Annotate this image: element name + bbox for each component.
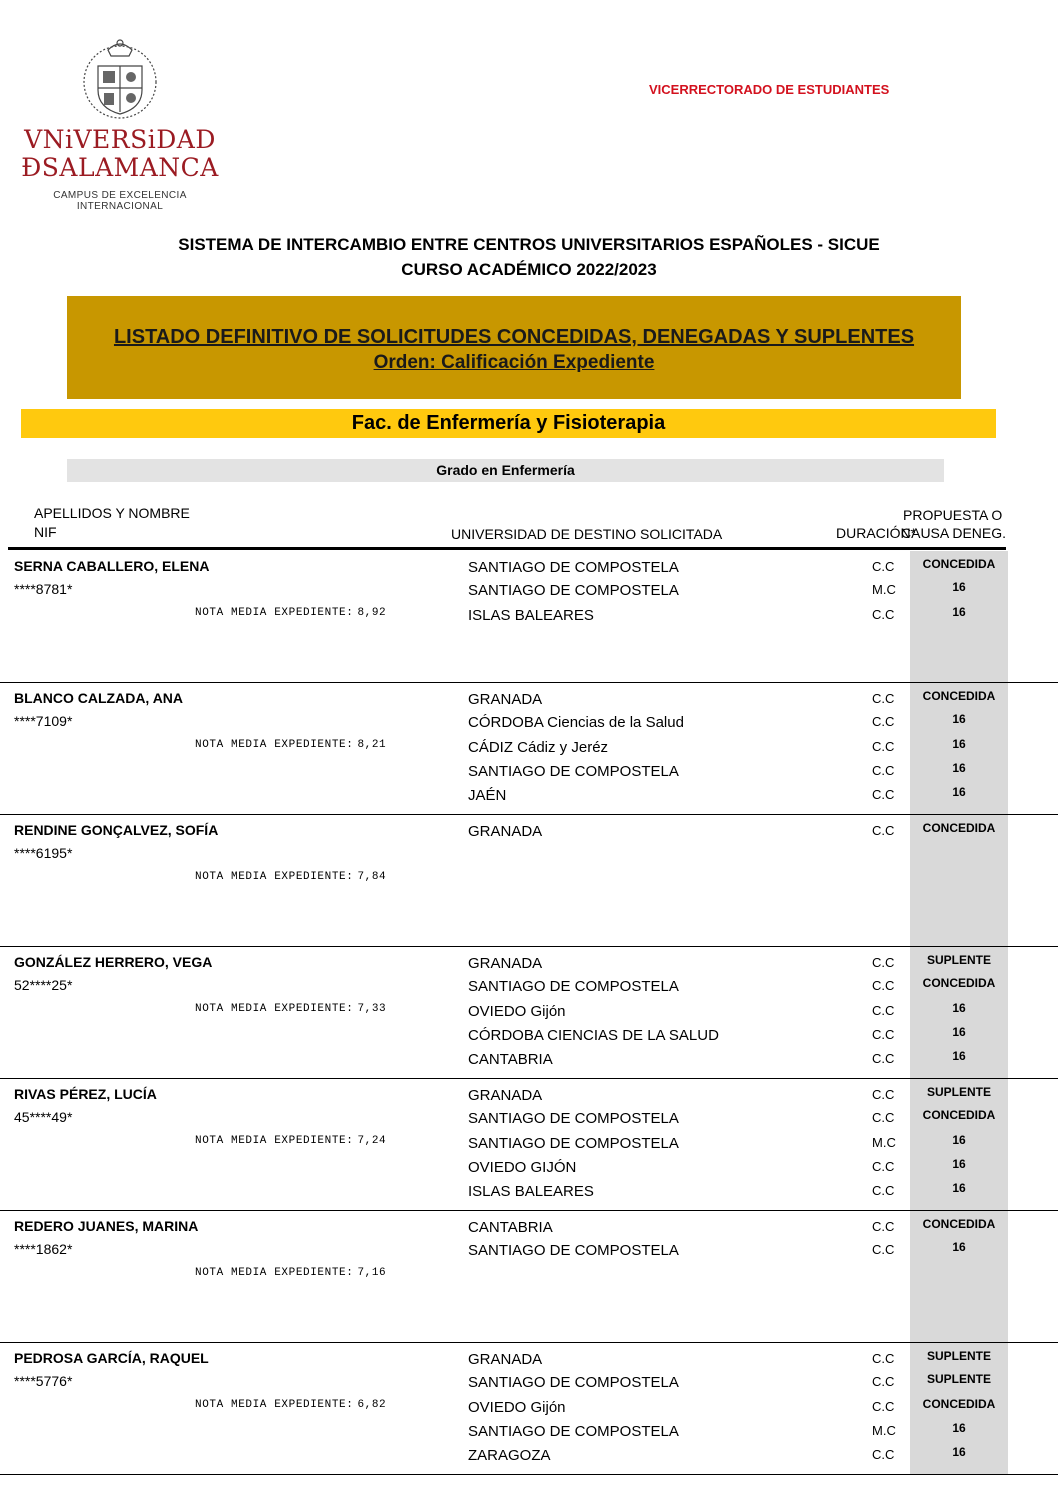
table-top-rule	[8, 547, 1006, 550]
destination-university: SANTIAGO DE COMPOSTELA	[468, 763, 679, 780]
column-header-duration: DURACIÓN*	[836, 525, 917, 541]
applicant-list	[0, 551, 1058, 1475]
listing-order: Orden: Calificación Expediente	[373, 352, 655, 373]
destination-university: OVIEDO GIJÓN	[468, 1159, 577, 1176]
status-badge: CONCEDIDA	[922, 976, 996, 990]
status-badge: 16	[952, 737, 966, 751]
destination-university: GRANADA	[468, 691, 543, 708]
duration-code: C.C	[872, 691, 895, 706]
status-badge: 16	[952, 1240, 966, 1254]
destination-row	[0, 763, 1058, 785]
duration-code: C.C	[872, 1351, 895, 1366]
status-badge: CONCEDIDA	[922, 557, 996, 571]
average-grade-label: NOTA MEDIA EXPEDIENTE:	[195, 1003, 354, 1015]
duration-code: C.C	[872, 1087, 895, 1102]
duration-code: C.C	[872, 1003, 895, 1018]
crest-icon	[70, 36, 170, 124]
logo-wordmark-line2: ÐSALAMANCA	[21, 153, 219, 182]
average-grade-value: 7,84	[357, 871, 387, 883]
duration-code: C.C	[872, 1447, 895, 1462]
destination-row	[0, 1003, 1058, 1025]
duration-code: C.C	[872, 1110, 895, 1125]
status-badge: 16	[952, 605, 966, 619]
destination-university: GRANADA	[468, 955, 543, 972]
applicant-nif: ****5776*	[14, 1373, 73, 1389]
duration-code: C.C	[872, 1219, 895, 1234]
destination-university: ZARAGOZA	[468, 1447, 551, 1464]
average-grade-label: NOTA MEDIA EXPEDIENTE:	[195, 1399, 354, 1411]
destination-university: CÓRDOBA Ciencias de la Salud	[468, 714, 684, 731]
logo-tagline: CAMPUS DE EXCELENCIA INTERNACIONAL	[53, 190, 187, 212]
average-grade	[195, 871, 386, 883]
duration-code: C.C	[872, 763, 895, 778]
applicant-entry	[0, 815, 1058, 947]
average-grade-label: NOTA MEDIA EXPEDIENTE:	[195, 607, 354, 619]
destination-row	[0, 739, 1058, 761]
destination-university: GRANADA	[468, 1351, 543, 1368]
applicant-name: PEDROSA GARCÍA, RAQUEL	[14, 1350, 209, 1366]
destination-row	[0, 714, 1058, 736]
destination-row	[0, 978, 1058, 1000]
applicant-entry	[0, 1211, 1058, 1343]
column-header-name: APELLIDOS Y NOMBRE	[34, 505, 190, 521]
listing-title: LISTADO DEFINITIVO DE SOLICITUDES CONCEDIDAS, DENEGADAS Y SUPLENTES	[113, 326, 915, 348]
destination-university: CÁDIZ Cádiz y Jeréz	[468, 739, 609, 756]
status-badge: 16	[952, 1157, 966, 1171]
applicant-nif: ****7109*	[14, 713, 73, 729]
applicant-nif: ****6195*	[14, 845, 73, 861]
destination-row	[0, 1351, 1058, 1373]
average-grade-label: NOTA MEDIA EXPEDIENTE:	[195, 871, 354, 883]
duration-code: C.C	[872, 559, 895, 574]
listing-banner	[67, 296, 961, 399]
applicant-name: RIVAS PÉREZ, LUCÍA	[14, 1086, 157, 1102]
duration-code: C.C	[872, 978, 895, 993]
destination-university: OVIEDO Gijón	[468, 1399, 566, 1416]
status-badge: 16	[952, 1133, 966, 1147]
destination-university: ISLAS BALEARES	[468, 607, 594, 624]
duration-code: C.C	[872, 1051, 895, 1066]
applicant-entry	[0, 683, 1058, 815]
applicant-nif: ****8781*	[14, 581, 73, 597]
duration-code: C.C	[872, 1242, 895, 1257]
destination-row	[0, 1447, 1058, 1469]
duration-code: M.C	[872, 582, 896, 597]
destination-university: CANTABRIA	[468, 1051, 553, 1068]
duration-code: C.C	[872, 823, 895, 838]
status-badge: 16	[952, 1181, 966, 1195]
destination-university: SANTIAGO DE COMPOSTELA	[468, 978, 679, 995]
average-grade-value: 7,24	[357, 1135, 387, 1147]
status-badge: SUPLENTE	[926, 1349, 991, 1363]
applicant-name: REDERO JUANES, MARINA	[14, 1218, 199, 1234]
average-grade-label: NOTA MEDIA EXPEDIENTE:	[195, 739, 354, 751]
destination-university: SANTIAGO DE COMPOSTELA	[468, 582, 679, 599]
destination-university: GRANADA	[468, 823, 543, 840]
status-badge: SUPLENTE	[926, 1372, 991, 1386]
applicant-nif: ****1862*	[14, 1241, 73, 1257]
average-grade-label: NOTA MEDIA EXPEDIENTE:	[195, 1135, 354, 1147]
destination-row	[0, 955, 1058, 977]
applicant-name: SERNA CABALLERO, ELENA	[14, 558, 210, 574]
applicant-entry	[0, 1343, 1058, 1475]
destination-row	[0, 1051, 1058, 1073]
duration-code: M.C	[872, 1423, 896, 1438]
status-badge: CONCEDIDA	[922, 1217, 996, 1231]
applicant-name: RENDINE GONÇALVEZ, SOFÍA	[14, 822, 219, 838]
destination-university: SANTIAGO DE COMPOSTELA	[468, 1110, 679, 1127]
destination-row	[0, 1027, 1058, 1049]
status-badge: 16	[952, 712, 966, 726]
duration-code: C.C	[872, 955, 895, 970]
status-badge: 16	[952, 580, 966, 594]
document-title: SISTEMA DE INTERCAMBIO ENTRE CENTROS UNIVERSITARIOS ESPAÑOLES - SICUE	[178, 235, 880, 254]
destination-university: SANTIAGO DE COMPOSTELA	[468, 559, 679, 576]
applicant-entry	[0, 1079, 1058, 1211]
destination-university: SANTIAGO DE COMPOSTELA	[468, 1242, 679, 1259]
destination-university: JAÉN	[468, 787, 507, 804]
status-badge: 16	[952, 1025, 966, 1039]
applicant-entry	[0, 947, 1058, 1079]
destination-row	[0, 1183, 1058, 1205]
applicant-nif: 52****25*	[14, 977, 73, 993]
destination-row	[0, 1242, 1058, 1264]
status-badge: 16	[952, 761, 966, 775]
average-grade-value: 7,33	[357, 1003, 387, 1015]
logo-wordmark-line1: VNiVERSiDAD	[24, 125, 216, 154]
average-grade-value: 7,16	[357, 1267, 387, 1279]
duration-code: C.C	[872, 1399, 895, 1414]
destination-university: CÓRDOBA CIENCIAS DE LA SALUD	[468, 1027, 719, 1044]
status-badge: CONCEDIDA	[922, 1108, 996, 1122]
destination-row	[0, 1399, 1058, 1421]
destination-row	[0, 787, 1058, 809]
destination-row	[0, 1374, 1058, 1396]
degree-bar: Grado en Enfermería	[67, 459, 944, 482]
destination-university: SANTIAGO DE COMPOSTELA	[468, 1423, 679, 1440]
destination-row	[0, 1423, 1058, 1445]
destination-row	[0, 823, 1058, 845]
destination-university: OVIEDO Gijón	[468, 1003, 566, 1020]
applicant-name: BLANCO CALZADA, ANA	[14, 690, 184, 706]
status-badge: 16	[952, 1445, 966, 1459]
status-badge: CONCEDIDA	[922, 1397, 996, 1411]
duration-code: C.C	[872, 607, 895, 622]
column-header-destination: UNIVERSIDAD DE DESTINO SOLICITADA	[451, 526, 723, 542]
column-header-proposal-line2: CAUSA DENEG.	[901, 525, 1007, 541]
average-grade-value: 8,21	[357, 739, 387, 751]
applicant-name: GONZÁLEZ HERRERO, VEGA	[14, 954, 213, 970]
average-grade-label: NOTA MEDIA EXPEDIENTE:	[195, 1267, 354, 1279]
column-header-proposal-line1: PROPUESTA O	[903, 507, 1003, 523]
duration-code: C.C	[872, 787, 895, 802]
duration-code: C.C	[872, 1374, 895, 1389]
destination-row	[0, 691, 1058, 713]
duration-code: C.C	[872, 739, 895, 754]
destination-row	[0, 1159, 1058, 1181]
status-badge: 16	[952, 785, 966, 799]
status-badge: CONCEDIDA	[922, 689, 996, 703]
duration-code: C.C	[872, 714, 895, 729]
applicant-entry	[0, 551, 1058, 683]
status-badge: SUPLENTE	[926, 1085, 991, 1099]
destination-row	[0, 1135, 1058, 1157]
status-badge: 16	[952, 1049, 966, 1063]
destination-row	[0, 559, 1058, 581]
status-badge: CONCEDIDA	[922, 821, 996, 835]
duration-code: C.C	[872, 1027, 895, 1042]
destination-row	[0, 582, 1058, 604]
destination-university: CANTABRIA	[468, 1219, 553, 1236]
average-grade	[195, 1267, 386, 1279]
column-header-nif: NIF	[34, 524, 57, 540]
applicant-nif: 45****49*	[14, 1109, 73, 1125]
department-label: VICERRECTORADO DE ESTUDIANTES	[649, 82, 890, 97]
destination-university: SANTIAGO DE COMPOSTELA	[468, 1135, 679, 1152]
duration-code: C.C	[872, 1159, 895, 1174]
destination-university: ISLAS BALEARES	[468, 1183, 594, 1200]
status-badge: SUPLENTE	[926, 953, 991, 967]
status-badge: 16	[952, 1421, 966, 1435]
destination-university: GRANADA	[468, 1087, 543, 1104]
destination-row	[0, 1219, 1058, 1241]
academic-year: CURSO ACADÉMICO 2022/2023	[401, 260, 657, 279]
destination-row	[0, 1110, 1058, 1132]
average-grade-value: 8,92	[357, 607, 387, 619]
destination-university: SANTIAGO DE COMPOSTELA	[468, 1374, 679, 1391]
duration-code: M.C	[872, 1135, 896, 1150]
duration-code: C.C	[872, 1183, 895, 1198]
university-logo	[10, 36, 230, 212]
destination-row	[0, 607, 1058, 629]
average-grade-value: 6,82	[357, 1399, 387, 1411]
status-badge: 16	[952, 1001, 966, 1015]
faculty-bar: Fac. de Enfermería y Fisioterapia	[21, 409, 996, 438]
destination-row	[0, 1087, 1058, 1109]
